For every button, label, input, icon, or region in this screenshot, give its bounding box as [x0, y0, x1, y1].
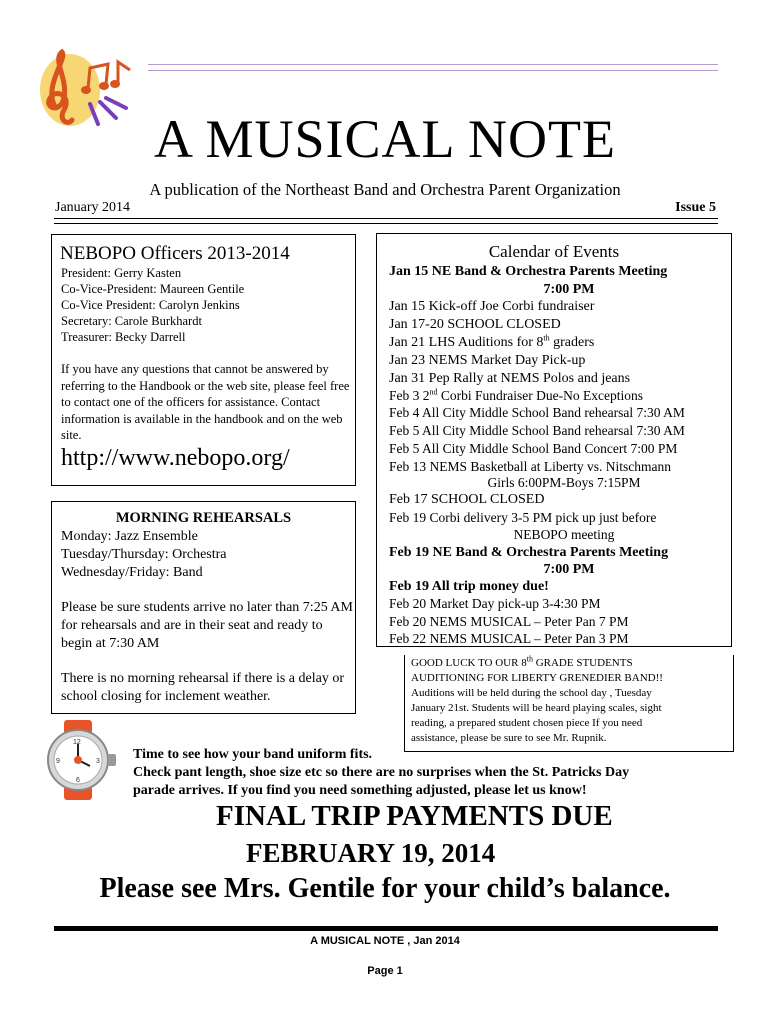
svg-text:12: 12 — [73, 739, 81, 746]
superscript: th — [543, 333, 550, 343]
header-rule-bottom — [54, 218, 718, 224]
calendar-event: Girls 6:00PM-Boys 7:15PM — [487, 475, 641, 490]
officer-line: Secretary: Carole Burkhardt — [61, 314, 202, 328]
calendar-event: Feb 13 NEMS Basketball at Liberty vs. Nitschmann — [389, 459, 671, 474]
svg-text:9: 9 — [56, 758, 60, 765]
rehearsal-line: Tuesday/Thursday: Orchestra — [61, 547, 227, 562]
good-luck-line: January 21st. Students will be heard playing scales, sight — [411, 702, 662, 714]
calendar-event: Feb 20 NEMS MUSICAL – Peter Pan 7 PM — [389, 614, 629, 629]
svg-text:6: 6 — [76, 777, 80, 784]
good-luck-line — [411, 654, 633, 669]
newsletter-subtitle: A publication of the Northeast Band and Orchestra Parent Organization — [149, 180, 621, 199]
calendar-event: 7:00 PM — [543, 282, 595, 297]
good-luck-line: Auditions will be held during the school day , Tuesday — [411, 687, 652, 699]
uniform-note: Check pant length, shoe size etc so there are no surprises when the St. Patricks Day — [133, 765, 630, 780]
calendar-heading: Calendar of Events — [488, 242, 620, 261]
calendar-box — [376, 233, 732, 647]
good-luck-text: GOOD LUCK TO OUR 8 — [411, 657, 527, 669]
calendar-event: 7:00 PM — [543, 562, 595, 577]
officers-heading: NEBOPO Officers 2013-2014 — [60, 243, 290, 264]
final-payments-heading: FINAL TRIP PAYMENTS DUE — [216, 800, 613, 832]
header-rule-top — [148, 64, 718, 71]
calendar-event — [389, 335, 594, 351]
good-luck-box — [404, 655, 734, 752]
footer-text: A MUSICAL NOTE , Jan 2014 — [310, 935, 460, 947]
calendar-event: Feb 4 All City Middle School Band rehearsal 7:30 AM — [389, 405, 685, 420]
footer-rule — [54, 926, 718, 931]
calendar-event: Feb 19 Corbi delivery 3-5 PM pick up just before — [389, 510, 657, 525]
website-link[interactable]: http://www.nebopo.org/ — [61, 445, 290, 471]
calendar-event: Jan 15 NE Band & Orchestra Parents Meeting — [389, 264, 668, 279]
calendar-event: Feb 19 NE Band & Orchestra Parents Meeting — [389, 545, 669, 560]
calendar-event: Feb 19 All trip money due! — [389, 579, 549, 594]
calendar-event: Jan 15 Kick-off Joe Corbi fundraiser — [389, 299, 595, 314]
officer-line: Treasurer: Becky Darrell — [61, 330, 186, 344]
calendar-event: Feb 5 All City Middle School Band Concert 7:00 PM — [389, 441, 678, 456]
calendar-event: Jan 31 Pep Rally at NEMS Polos and jeans — [389, 371, 631, 386]
calendar-event — [389, 388, 643, 404]
page-number: Page 1 — [367, 965, 403, 977]
officers-note: If you have any questions that cannot be answered by referring to the Handbook or the web site, please feel free to contact one of the officers for assistance. Contact information is available in the handbook and on the web site. — [61, 362, 350, 443]
newsletter-title: A MUSICAL NOTE — [153, 109, 616, 169]
superscript: th — [526, 654, 533, 664]
officer-line: Co-Vice-President: Maureen Gentile — [61, 282, 245, 296]
issue-date: January 2014 — [55, 200, 131, 215]
event-text: Feb 3 2 — [389, 388, 430, 403]
calendar-event: Feb 22 NEMS MUSICAL – Peter Pan 3 PM — [389, 631, 629, 646]
good-luck-line: reading, a prepared student chosen piece If you need — [411, 717, 643, 729]
officers-box — [51, 234, 356, 486]
wristwatch-icon — [42, 720, 132, 800]
good-luck-line: AUDITIONING FOR LIBERTY GRENEDIER BAND!! — [411, 672, 663, 684]
officer-line: Co-Vice President: Carolyn Jenkins — [61, 298, 240, 312]
calendar-event: Feb 20 Market Day pick-up 3-4:30 PM — [389, 596, 601, 611]
calendar-event: Jan 17-20 SCHOOL CLOSED — [389, 317, 561, 332]
rehearsals-heading: MORNING REHEARSALS — [115, 510, 292, 526]
good-luck-text: GRADE STUDENTS — [532, 657, 633, 669]
calendar-event: NEBOPO meeting — [513, 527, 615, 542]
rehearsals-box — [51, 501, 356, 714]
event-text: Corbi Fundraiser Due-No Exceptions — [437, 388, 643, 403]
issue-number: Issue 5 — [675, 200, 716, 215]
closing-note: There is no morning rehearsal if there is a delay or school closing for inclement weather. — [61, 671, 345, 704]
uniform-note: parade arrives. If you find you need something adjusted, please let us know! — [133, 783, 587, 798]
uniform-note: Time to see how your band uniform fits. — [133, 747, 373, 762]
rehearsal-line: Wednesday/Friday: Band — [61, 565, 203, 580]
arrival-note: Please be sure students arrive no later than 7:25 AM for rehearsals and are in their seat and ready to begin at 7:30 AM — [61, 600, 353, 651]
event-text: Jan 21 LHS Auditions for 8 — [389, 335, 544, 350]
officer-line: President: Gerry Kasten — [61, 266, 182, 280]
calendar-event: Feb 17 SCHOOL CLOSED — [389, 492, 545, 507]
rehearsal-line: Monday: Jazz Ensemble — [61, 529, 198, 544]
event-text: graders — [549, 335, 595, 350]
final-payments-date: FEBRUARY 19, 2014 — [246, 838, 496, 868]
final-payments-note: Please see Mrs. Gentile for your child’s balance. — [99, 873, 671, 904]
calendar-event: Jan 23 NEMS Market Day Pick-up — [389, 353, 586, 368]
svg-text:3: 3 — [96, 758, 100, 765]
superscript: nd — [429, 387, 438, 397]
good-luck-line: assistance, please be sure to see Mr. Rupnik. — [411, 732, 607, 744]
calendar-event: Feb 5 All City Middle School Band rehearsal 7:30 AM — [389, 423, 685, 438]
